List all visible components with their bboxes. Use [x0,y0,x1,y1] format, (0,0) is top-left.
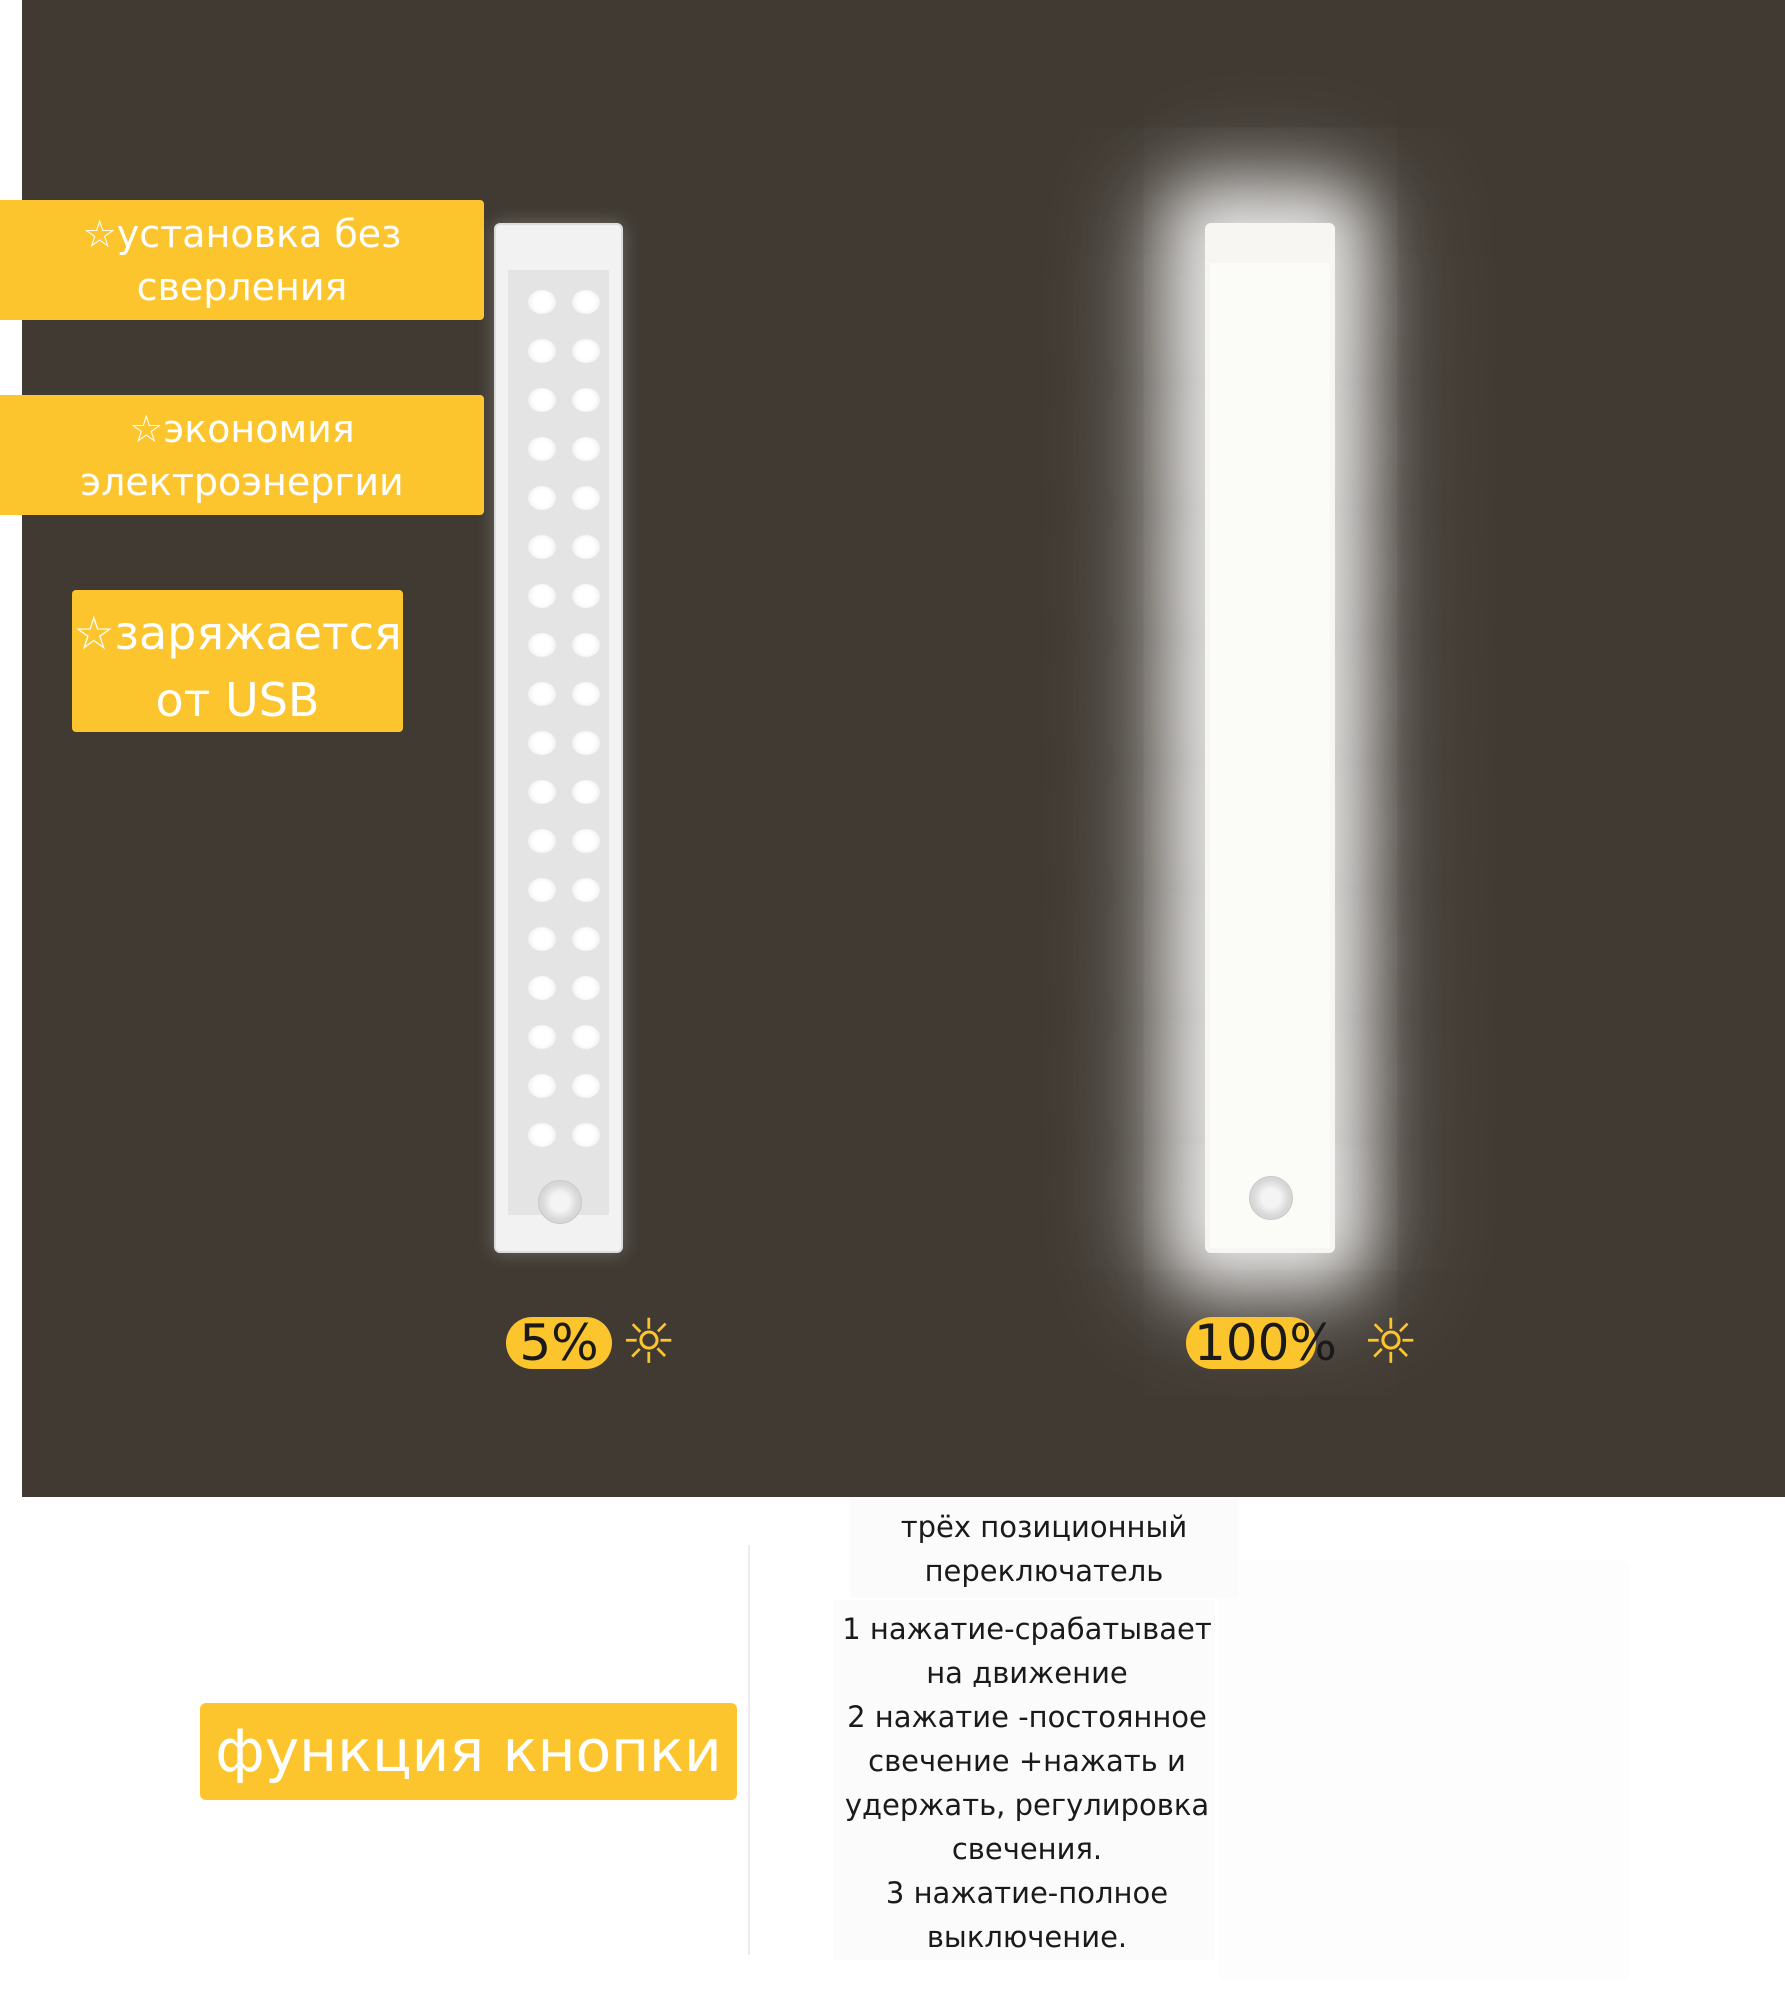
led-dot [572,290,600,314]
led-dot [572,437,600,461]
led-dot [572,388,600,412]
led-dot [528,829,556,853]
led-dot [572,1074,600,1098]
feature-line: ☆заряжается [73,606,402,660]
led-dot [528,486,556,510]
led-dot [572,927,600,951]
feature-line: от USB [155,672,320,727]
feature-badge-usb-charging [72,590,403,732]
led-dot [572,486,600,510]
description-line: свечения. [951,1832,1103,1866]
button-function-label: функция кнопки [200,1703,737,1800]
sun-icon: ☼ [621,1305,677,1378]
feature-line: ☆экономия [129,407,355,451]
led-dot [528,290,556,314]
led-dot [528,584,556,608]
led-dot [572,1025,600,1049]
led-diffuser [508,270,609,1215]
title-line: переключатель [924,1554,1164,1588]
brightness-label-low: 5% [506,1317,612,1369]
feature-line: электроэнергии [80,460,404,505]
led-dot [528,1074,556,1098]
led-dot [572,633,600,657]
led-dot [528,339,556,363]
description-line: удержать, регулировка [844,1788,1210,1822]
divider [748,1545,750,1955]
brightness-label-high: 100% [1186,1317,1316,1369]
feature-badge-energy-saving [0,395,484,515]
led-dot [528,731,556,755]
led-dot [572,682,600,706]
led-bar-dim [494,223,623,1253]
blank-panel [1218,1560,1630,1980]
led-dot [528,878,556,902]
led-dot [528,976,556,1000]
description-line: свечение +нажать и [868,1744,1186,1778]
description-line: выключение. [926,1920,1128,1954]
feature-badge-no-drilling [0,200,484,320]
led-dot [572,731,600,755]
led-dot [528,535,556,559]
led-diffuser-lit [1210,263,1330,1248]
description-line: 2 нажатие -постоянное [847,1700,1207,1734]
motion-sensor-icon [538,1180,582,1224]
led-dot [528,437,556,461]
motion-sensor-icon [1249,1176,1293,1220]
led-dot [572,976,600,1000]
switch-description [833,1607,1221,1959]
description-line: 1 нажатие-срабатывает [842,1612,1212,1646]
sun-icon: ☼ [1363,1305,1419,1378]
led-dot [572,535,600,559]
led-dot [572,829,600,853]
title-line: трёх позиционный [900,1510,1188,1544]
led-dot [528,682,556,706]
led-dot [528,388,556,412]
description-line: на движение [926,1656,1128,1690]
led-dot [528,1123,556,1147]
led-bar-bright [1205,223,1335,1253]
led-dot [572,584,600,608]
description-line: 3 нажатие-полное [885,1876,1169,1910]
led-dot [572,780,600,804]
feature-line: сверления [136,265,348,310]
led-dot [528,1025,556,1049]
led-dot [572,1123,600,1147]
switch-title [850,1505,1238,1593]
led-dot [572,339,600,363]
led-dot [572,878,600,902]
feature-line: ☆установка без [82,212,402,256]
led-dot [528,927,556,951]
led-dot [528,780,556,804]
led-dot [528,633,556,657]
